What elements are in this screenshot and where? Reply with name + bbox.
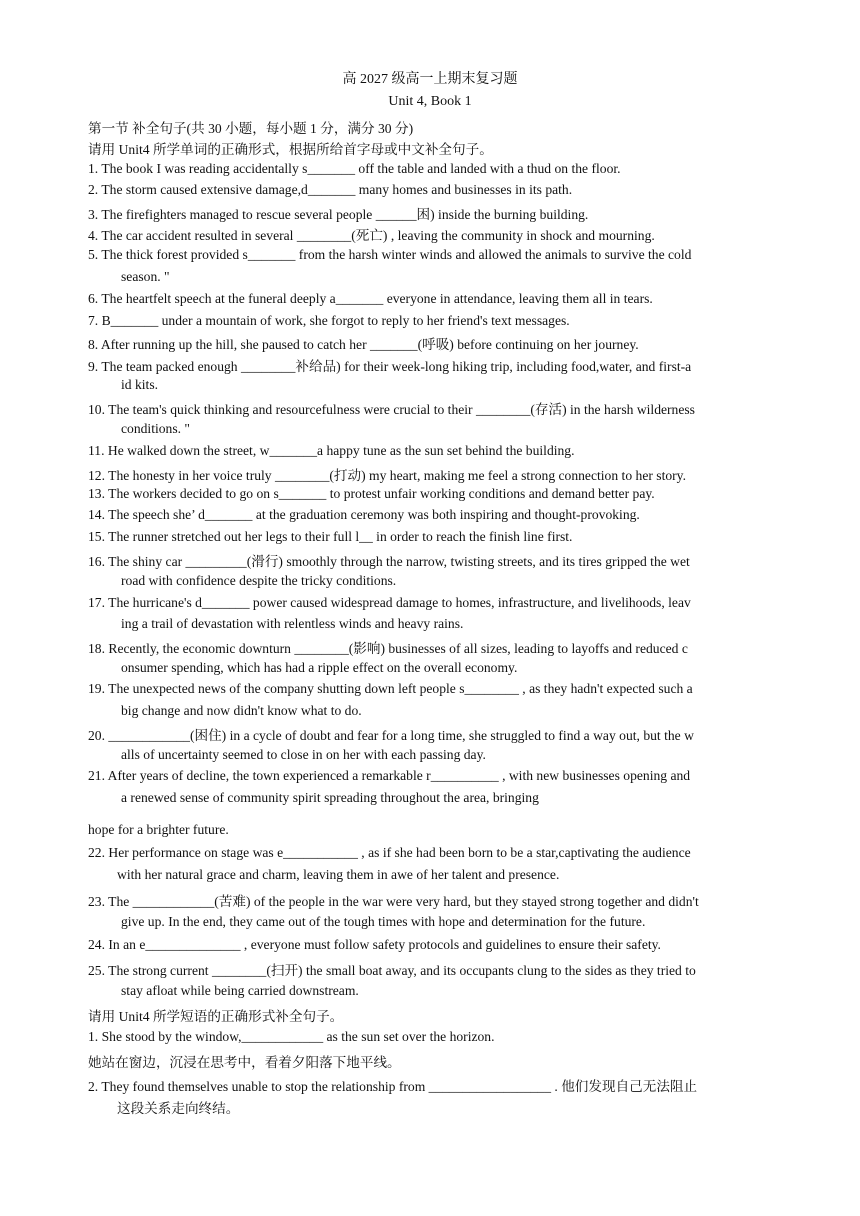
question-line: 20. ____________(困住) in a cycle of doubt and fear for a long time, she struggled to find a way out, but the w — [88, 728, 694, 743]
question-line: 19. The unexpected news of the company shutting down left people s________ , as they hadn't expected such a — [88, 681, 693, 696]
question-line: 21. After years of decline, the town experienced a remarkable r__________ , with new businesses opening and — [88, 768, 691, 783]
question-continuation: ing a trail of devastation with relentless winds and heavy rains. — [121, 616, 464, 631]
phrase-question-translation: 这段关系走向终结。 — [117, 1101, 240, 1116]
question-line: 9. The team packed enough ________补给品) for their week-long hiking trip, including food,water, and first-a — [88, 359, 692, 374]
question-line: 6. The heartfelt speech at the funeral deeply a_______ everyone in attendance, leaving them all in tears. — [88, 291, 653, 306]
page-title: 高 2027 级高一上期末复习题 — [342, 72, 518, 87]
question-line: 8. After running up the hill, she paused to catch her _______(呼吸) before continuing on her journey. — [88, 337, 639, 352]
question-continuation: id kits. — [121, 377, 159, 392]
question-continuation: stay afloat while being carried downstream. — [121, 983, 359, 998]
phrase-question-translation: 她站在窗边，沉浸在思考中，看着夕阳落下地平线。 — [88, 1055, 401, 1070]
question-line: 1. The book I was reading accidentally s_______ off the table and landed with a thud on the floor. — [88, 161, 621, 176]
question-continuation: with her natural grace and charm, leaving them in awe of her talent and presence. — [117, 867, 560, 882]
question-line: 25. The strong current ________(扫开) the small boat away, and its occupants clung to the sides as they tried to — [88, 963, 696, 978]
question-line: 5. The thick forest provided s_______ from the harsh winter winds and allowed the animals to survive the cold — [88, 247, 692, 262]
question-continuation: road with confidence despite the tricky conditions. — [121, 573, 397, 588]
question-continuation: season. " — [121, 269, 170, 284]
section-instruction: 请用 Unit4 所学单词的正确形式，根据所给首字母或中文补全句子。 — [88, 142, 493, 157]
phrase-question: 2. They found themselves unable to stop the relationship from __________________ . 他们发现自己无法阻止 — [88, 1079, 698, 1094]
question-line: 12. The honesty in her voice truly ________(打动) my heart, making me feel a strong connection to her story. — [88, 468, 686, 483]
question-line: 22. Her performance on stage was e___________ , as if she had been born to be a star,captivating the audience — [88, 845, 691, 860]
question-line: 14. The speech she’ d_______ at the graduation ceremony was both inspiring and thought-provoking. — [88, 507, 640, 522]
question-continuation: alls of uncertainty seemed to close in on her with each passing day. — [121, 747, 486, 762]
question-line: 16. The shiny car _________(滑行) smoothly through the narrow, twisting streets, and its tires gripped the wet — [88, 554, 690, 569]
question-continuation: conditions. " — [121, 421, 190, 436]
question-continuation: a renewed sense of community spirit spreading throughout the area, bringing — [121, 790, 539, 805]
question-line: 10. The team's quick thinking and resourcefulness were crucial to their ________(存活) in the harsh wilderness — [88, 402, 695, 417]
question-line: 13. The workers decided to go on s_______ to protest unfair working conditions and demand better pay. — [88, 486, 655, 501]
question-continuation: big change and now didn't know what to do. — [121, 703, 362, 718]
question-line: 3. The firefighters managed to rescue several people ______困) inside the burning building. — [88, 207, 589, 222]
question-continuation: give up. In the end, they came out of the tough times with hope and determination for the future. — [121, 914, 646, 929]
question-line: 11. He walked down the street, w_______a happy tune as the sun set behind the building. — [88, 443, 575, 458]
question-line: 7. B_______ under a mountain of work, she forgot to reply to her friend's text messages. — [88, 313, 570, 328]
question-line: 24. In an e______________ , everyone must follow safety protocols and guidelines to ensure their safety. — [88, 937, 661, 952]
question-continuation: onsumer spending, which has had a ripple effect on the overall economy. — [121, 660, 518, 675]
question-line: 15. The runner stretched out her legs to their full l__ in order to reach the finish line first. — [88, 529, 573, 544]
question-line: 23. The ____________(苦难) of the people in the war were very hard, but they stayed strong together and didn't — [88, 894, 699, 909]
question-line: 18. Recently, the economic downturn ________(影响) businesses of all sizes, leading to layoffs and reduced c — [88, 641, 688, 656]
question-line: 17. The hurricane's d_______ power caused widespread damage to homes, infrastructure, and livelihoods, leav — [88, 595, 691, 610]
question-line: 4. The car accident resulted in several ________(死亡) , leaving the community in shock and mourning. — [88, 228, 655, 243]
section-heading: 第一节 补全句子(共 30 小题，每小题 1 分，满分 30 分) — [88, 121, 414, 136]
page-subtitle: Unit 4, Book 1 — [388, 94, 472, 109]
phrase-question: 1. She stood by the window,____________ as the sun set over the horizon. — [88, 1029, 495, 1044]
section-instruction: 请用 Unit4 所学短语的正确形式补全句子。 — [88, 1009, 344, 1024]
question-line: 2. The storm caused extensive damage,d_______ many homes and businesses in its path. — [88, 182, 573, 197]
question-continuation: hope for a brighter future. — [88, 822, 229, 837]
